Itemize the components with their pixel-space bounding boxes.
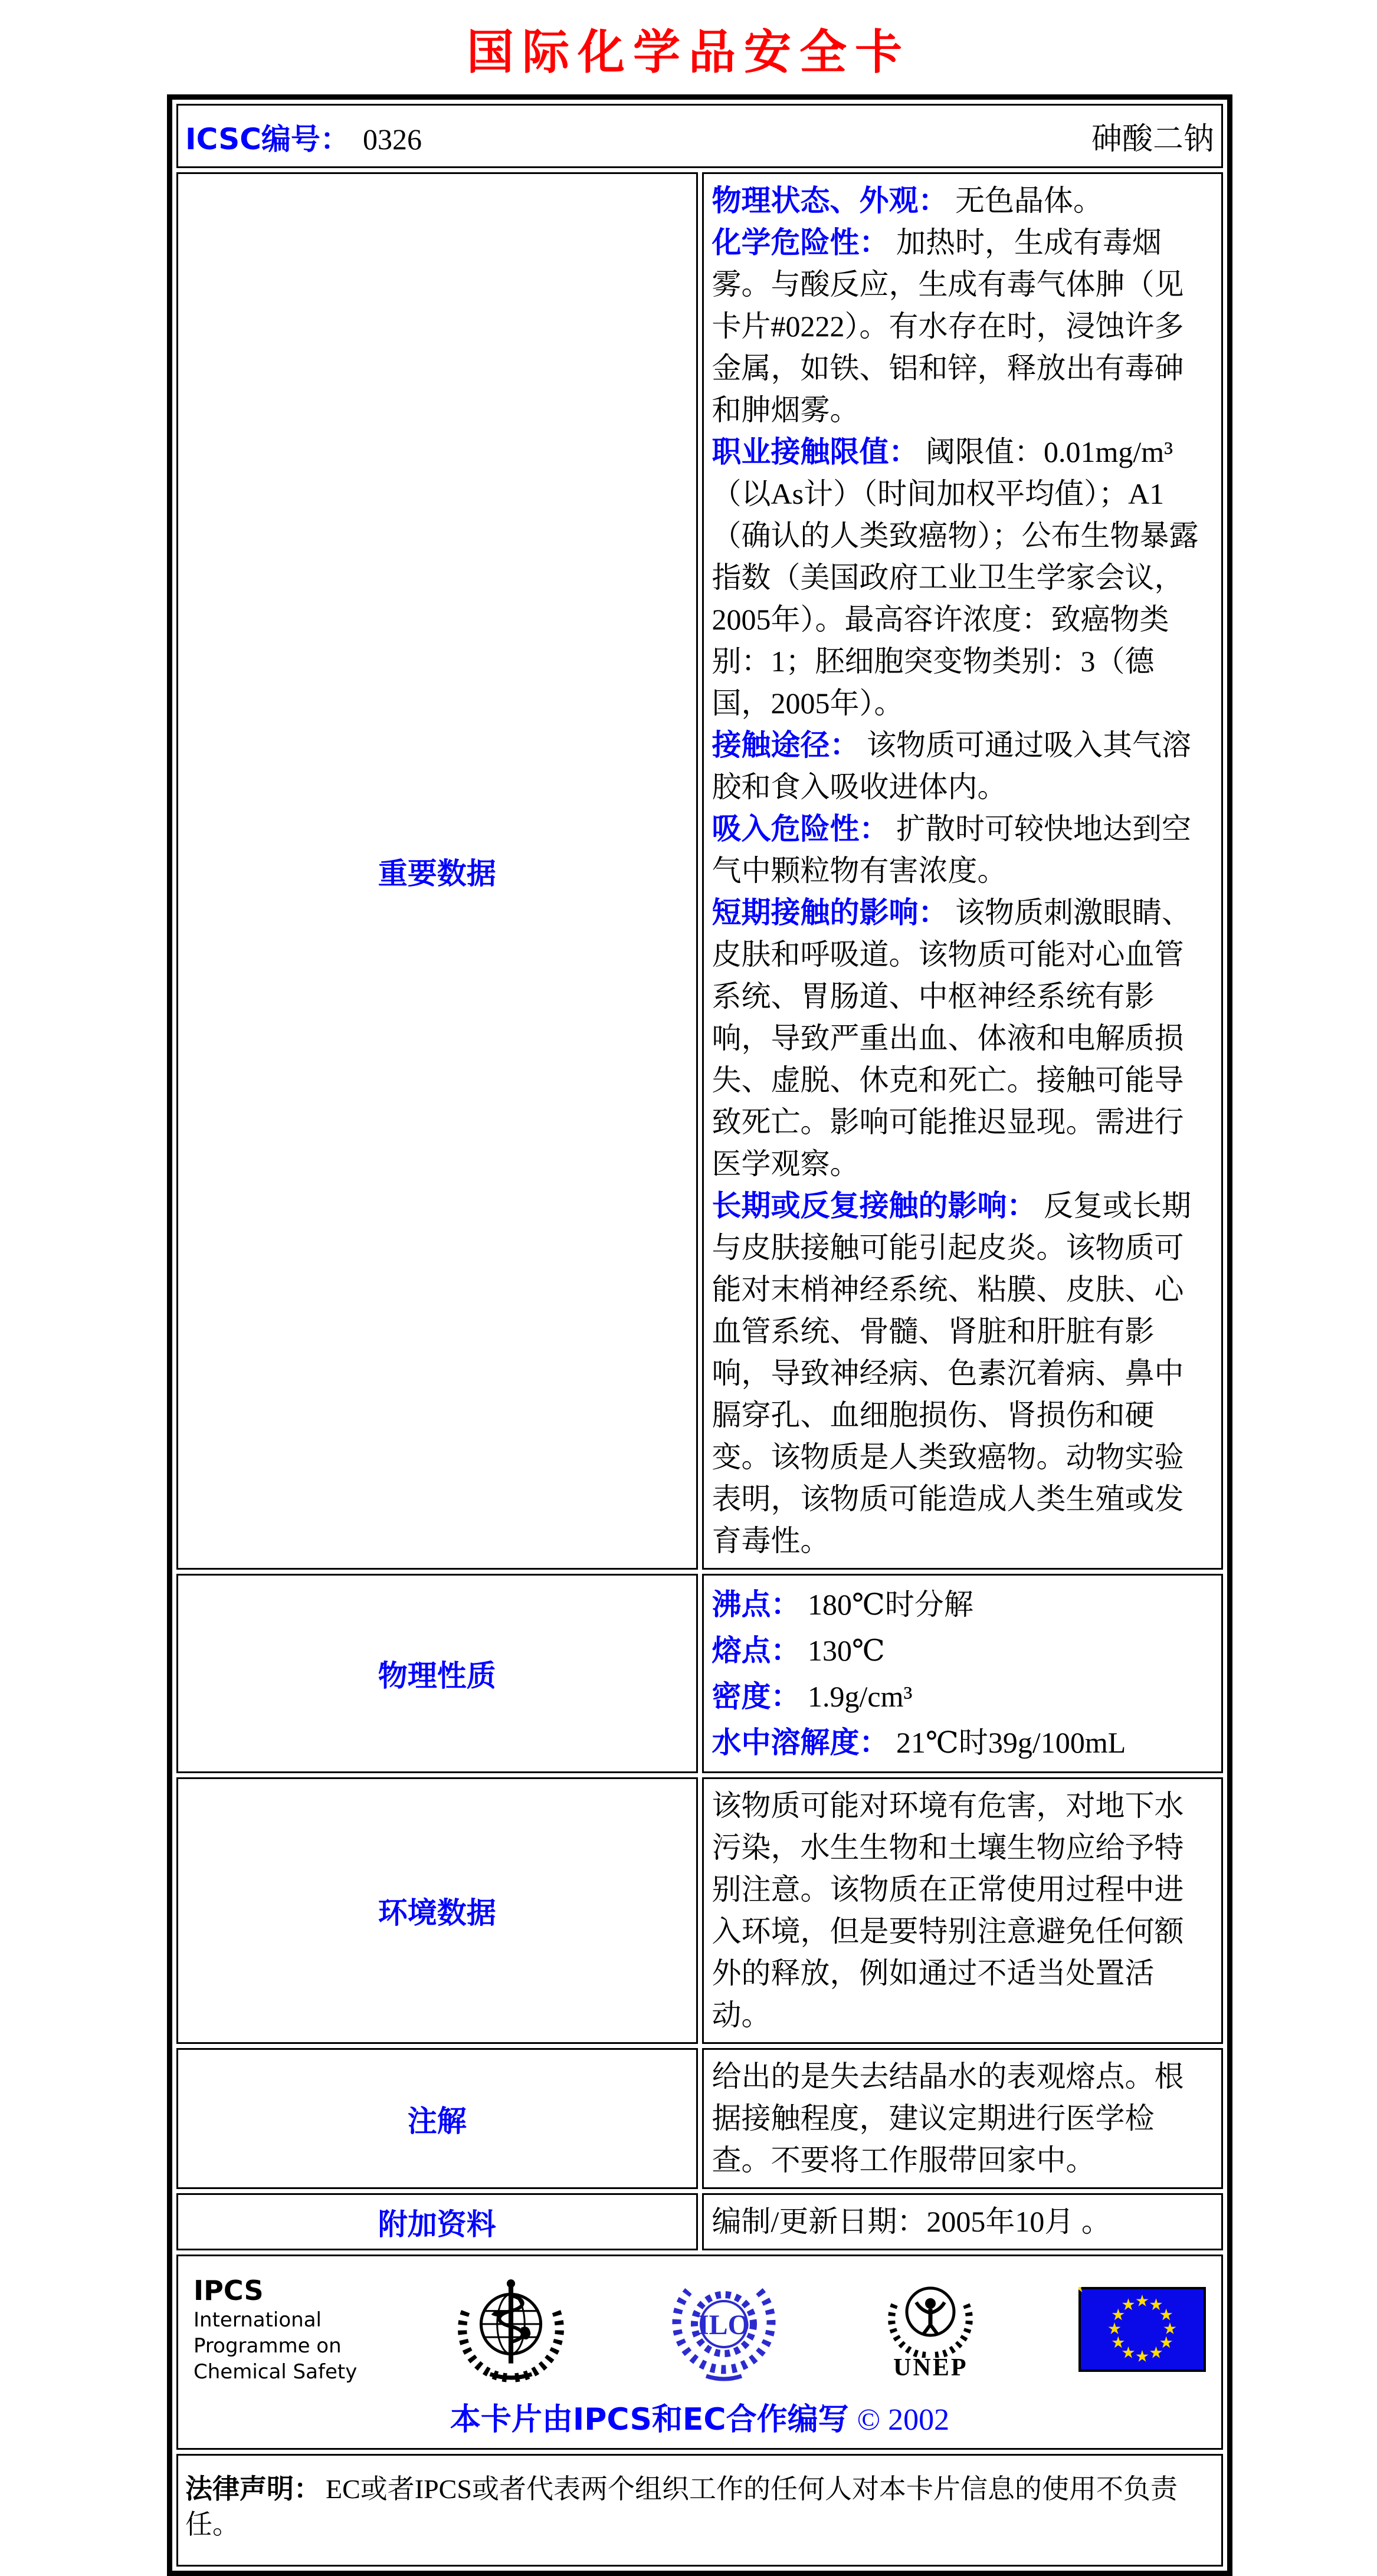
copyright-text: © 2002 (857, 2403, 950, 2437)
logo-strip (194, 2270, 1206, 2388)
long-term-effects-text: 反复或长期与皮肤接触可能引起皮炎。该物质可能对末梢神经系统、粘膜、皮肤、心血管系统、骨髓、肾脏和肝脏有影响，导致神经病、色素沉着病、鼻中膈穿孔、血细胞损伤、肾损伤和硬变。该物质是人类致癌物。动物实验表明，该物质可能造成人类生殖或发育毒性。 (712, 1189, 1191, 1557)
ilo-caption: ILO (697, 2309, 750, 2341)
boiling-point-item (712, 1581, 1214, 1627)
chemical-danger-label: 化学危险性： (712, 225, 889, 260)
melting-point-label: 熔点： (712, 1633, 801, 1668)
additional-info-label: 附加资料 (176, 2193, 698, 2250)
icsc-number-label: ICSC编号： (185, 122, 350, 156)
legal-text: EC或者IPCS或者代表两个组织工作的任何人对本卡片信息的使用不负责任。 (185, 2474, 1178, 2539)
important-data-label: 重要数据 (176, 172, 698, 1570)
ipcs-subtitle-line3: Chemical Safety (194, 2360, 358, 2384)
water-solubility-item (712, 1719, 1214, 1766)
icsc-header-cell (176, 104, 1223, 168)
long-term-effects-item (712, 1185, 1214, 1562)
exposure-route-label: 接触途径： (712, 728, 860, 762)
exposure-route-text: 该物质可通过吸入其气溶胶和食入吸收进体内。 (712, 729, 1191, 803)
credit-text: 本卡片由IPCS和EC合作编写 (450, 2402, 849, 2437)
unep-logo-icon (880, 2278, 981, 2381)
notes-row (176, 2048, 1223, 2189)
exposure-route-item (712, 724, 1214, 808)
occupational-limit-label: 职业接触限值： (712, 435, 919, 469)
short-term-effects-text: 该物质刺激眼睛、皮肤和呼吸道。该物质可能对心血管系统、胃肠道、中枢神经系统有影响，导致严重出血、体液和电解质损失、虚脱、休克和死亡。接触可能导致死亡。影响可能推迟显现。需进行医学观察。 (712, 896, 1191, 1180)
inhalation-risk-label: 吸入危险性： (712, 812, 889, 846)
long-term-effects-label: 长期或反复接触的影响： (712, 1189, 1037, 1223)
water-solubility-text: 21℃时39g/100mL (896, 1726, 1126, 1759)
credit-line (194, 2401, 1206, 2439)
density-label: 密度： (712, 1679, 801, 1714)
ipcs-logo-text (194, 2274, 357, 2385)
notes-content: 给出的是失去结晶水的表观熔点。根据接触程度，建议定期进行医学检查。不要将工作服带回家中。 (702, 2048, 1224, 2189)
who-logo-icon (454, 2273, 568, 2386)
occupational-limit-text: 阈限值：0.01mg/m³（以As计）（时间加权平均值）；A1（确认的人类致癌物）；公布生物暴露指数（美国政府工业卫生学家会议，2005年）。最高容许浓度：致癌物类别：1；胚细胞突变物类别：3（德国，2005年）。 (712, 435, 1199, 720)
chemical-danger-text: 加热时，生成有毒烟雾。与酸反应，生成有毒气体胂（见卡片#0222）。有水存在时，浸蚀许多金属，如铁、铝和锌，释放出有毒砷和胂烟雾。 (712, 226, 1184, 426)
logos-row (176, 2255, 1223, 2450)
icsc-number-value: 0326 (362, 123, 422, 156)
chemical-name: 砷酸二钠 (1091, 123, 1214, 156)
inhalation-risk-item (712, 808, 1214, 892)
short-term-effects-item (712, 892, 1214, 1185)
logos-cell (176, 2255, 1223, 2450)
physical-state-label: 物理状态、外观： (712, 183, 948, 218)
inhalation-risk-text: 扩散时可较快地达到空气中颗粒物有害浓度。 (712, 812, 1191, 887)
important-data-content (702, 172, 1224, 1570)
important-data-row (176, 172, 1223, 1570)
page-title: 国际化学品安全卡 (467, 24, 910, 80)
physical-state-text: 无色晶体。 (955, 184, 1103, 217)
ilo-logo-icon (665, 2277, 783, 2382)
physical-properties-content (702, 1574, 1224, 1773)
boiling-point-text: 180℃时分解 (808, 1588, 973, 1621)
environment-data-label: 环境数据 (176, 1777, 698, 2044)
ipcs-subtitle-line2: Programme on (194, 2334, 342, 2358)
legal-row (176, 2454, 1223, 2567)
density-text: 1.9g/cm³ (808, 1680, 913, 1713)
legal-cell (176, 2454, 1223, 2567)
short-term-effects-label: 短期接触的影响： (712, 895, 948, 930)
water-solubility-label: 水中溶解度： (712, 1725, 889, 1760)
physical-state-item (712, 180, 1214, 222)
additional-info-content: 编制/更新日期：2005年10月 。 (702, 2193, 1224, 2250)
environment-data-content: 该物质可能对环境有危害，对地下水污染，水生生物和土壤生物应给予特别注意。该物质在正常使用过程中进入环境，但是要特别注意避免任何额外的释放，例如通过不适当处置活动。 (702, 1777, 1224, 2044)
notes-label: 注解 (176, 2048, 698, 2189)
density-item (712, 1673, 1214, 1719)
icsc-card-table (167, 94, 1232, 2576)
chemical-danger-item (712, 222, 1214, 431)
occupational-limit-item (712, 431, 1214, 724)
eu-flag-icon (1078, 2287, 1206, 2372)
ipcs-title: IPCS (194, 2275, 264, 2306)
additional-info-row (176, 2193, 1223, 2250)
ipcs-subtitle-line1: International (194, 2308, 322, 2332)
legal-label: 法律声明： (185, 2473, 321, 2505)
icsc-header-row (176, 104, 1223, 168)
environment-data-row (176, 1777, 1223, 2044)
unep-caption: UNEP (893, 2354, 968, 2381)
melting-point-item (712, 1627, 1214, 1673)
physical-properties-label: 物理性质 (176, 1574, 698, 1773)
melting-point-text: 130℃ (808, 1634, 885, 1667)
physical-properties-row (176, 1574, 1223, 1773)
boiling-point-label: 沸点： (712, 1587, 801, 1622)
